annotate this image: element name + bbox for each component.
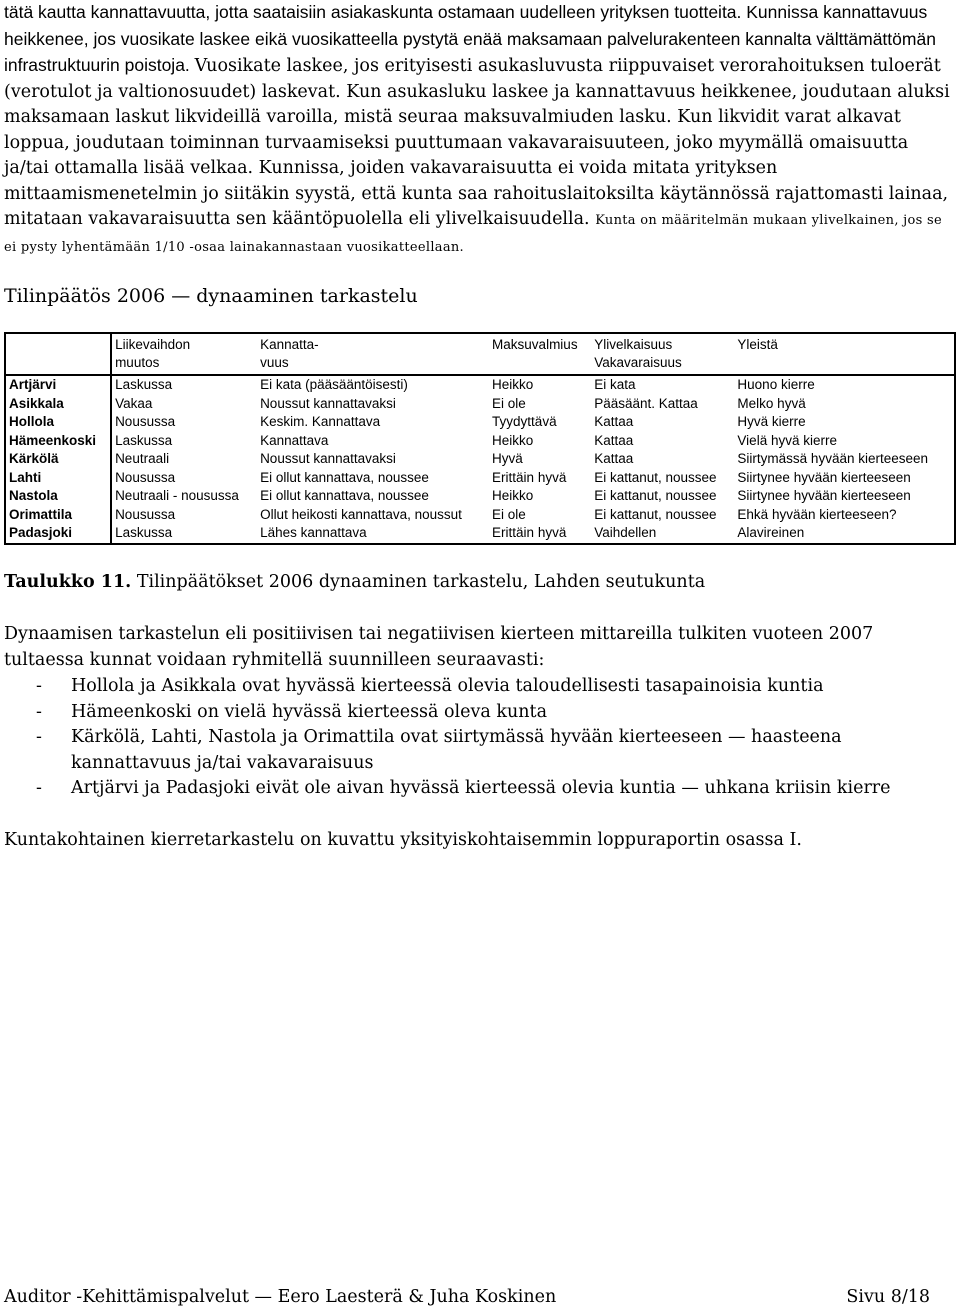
municipality-name-cell: Nastola [5,487,111,506]
list-dash: - [36,676,42,696]
table-cell: Neutraali [115,451,170,466]
table-cell: Ei ollut kannattava, noussee [260,488,429,503]
municipality-name-cell: Lahti [5,469,111,488]
municipality-name-cell: Orimattila [5,506,111,525]
list-item-text: Artjärvi ja Padasjoki eivät ole aivan hyvässä kierteessä olevia kuntia — uhkana kriisin kierre [71,778,891,798]
table-cell: Kattaa [594,451,634,466]
table-cell: Ei kata (pääsääntöisesti) [260,377,408,392]
municipality-name-cell: Hollola [5,413,111,432]
grouping-paragraph: Dynaamisen tarkastelun eli positiivisen tai negatiivisen kierteen mittareilla tulkiten vuoteen 2007 tultaessa kunnat voidaan ryhmitellä suunnilleen seuraavasti: [4,624,874,670]
list-dash: - [36,727,42,747]
table-cell: Ei ollut kannattava, noussee [260,469,429,485]
list-dash: - [36,778,42,798]
table-cell: Nousussa [115,414,176,429]
table-row [5,450,955,469]
table-cell: Neutraali - nousussa [115,488,239,503]
table-cell: Vielä hyvä kierre [737,432,837,448]
table-cell: Huono kierre [737,377,815,392]
table-cell: Kattaa [594,414,634,429]
municipality-name-cell: Kärkölä [5,450,111,469]
table-cell: Noussut kannattavaksi [260,451,396,466]
intro-paragraph-part1: tätä kautta kannattavuutta, jotta saataisiin asiakaskunta ostamaan uudelleen yrityksen tuotteita. Kunnissa kannattavuus heikkenee, jos vuosikate laskee eikä vuosikatteella pystytä enää maksamaan palvelurakenteen kannalta välttämättömän infrastruktuurin poistoja. [4,2,936,75]
table-cell: Erittäin hyvä [492,469,567,485]
section-title: Tilinpäätös 2006 — dynaaminen tarkastelu [4,285,418,307]
table-cell: Alavireinen [737,525,805,540]
intro-paragraph-part3: Kunta on määritelmän mukaan ylivelkainen, jos se ei pysty lyhentämään 1/10 -osaa lainakannastaan vuosikatteellaan. [4,213,943,255]
table-cell: Hyvä [492,451,523,466]
table-cell: Ei ole [492,395,526,411]
table-cell: Ei kattanut, noussee [594,506,717,522]
table-cell: Melko hyvä [737,395,806,411]
list-item-text: Hollola ja Asikkala ovat hyvässä kierteessä olevia taloudellisesti tasapainoisia kuntia [71,676,824,696]
table-cell: Ei kattanut, noussee [594,469,717,485]
financial-statements-table [4,332,956,545]
table-cell: Siirtynee hyvään kierteeseen [737,488,911,503]
table-cell: Laskussa [115,377,173,392]
list-item-text: Kärkölä, Lahti, Nastola ja Orimattila ovat siirtymässä hyvään kierteeseen — haasteena kannattavuus ja/tai vakavaraisuus [71,727,842,773]
table-cell: Nousussa [115,469,176,485]
footer-authors: Auditor -Kehittämispalvelut — Eero Laesterä & Juha Koskinen [4,1287,557,1307]
table-cell: Heikko [492,488,534,503]
municipality-name-cell: Asikkala [5,395,111,414]
intro-paragraph-part2: Vuosikate laskee, jos erityisesti asukasluvusta riippuvaiset verorahoituksen tuloerät (verotulot ja valtionosuudet) laskevat. Kun asukasluku laskee ja kannattavuus heikkenee, joudutaan aluksi maksamaan laskut likvideillä varoilla, mistä seuraa maksuvalmiuden lasku. Kun likvidit varat alkavat loppua, joudutaan toiminnan turvaamiseksi puuttumaan vakavaraisuuteen, joko myymällä omaisuutta ja/tai ottamalla lisää velkaa. Kunnissa, joiden vakavaraisuutta ei voida mitata yrityksen mittaamismenetelmin jo siitäkin syystä, että kunta saa rahoituslaitoksilta käytännössä rajattomasti lainaa, mitataan vakavaraisuutta sen kääntöpuolella eli ylivelkaisuudella. [4,56,950,229]
list-item [4,725,954,776]
municipality-group-list [4,674,954,802]
table-cell: Ollut heikosti kannattava, noussut [260,506,462,522]
table-row [5,395,955,414]
closing-paragraph: Kuntakohtainen kierretarkastelu on kuvattu yksityiskohtaisemmin loppuraportin osassa I. [4,830,802,850]
table-cell: Ei kata [594,377,636,392]
header-corner-cell [5,333,111,375]
page-footer [4,1285,956,1310]
column-header: Yleistä [734,333,955,375]
municipality-name-cell: Padasjoki [5,524,111,544]
column-header: Maksuvalmius [489,333,591,375]
table-cell: Siirtynee hyvään kierteeseen [737,469,911,485]
table-cell: Tyydyttävä [492,414,557,429]
table-cell: Keskim. Kannattava [260,414,381,429]
caption-label: Taulukko 11. [4,572,132,592]
table-row [5,413,955,432]
table-cell: Noussut kannattavaksi [260,395,396,411]
table-row [5,524,955,544]
table-cell: Laskussa [115,525,173,540]
page-number: Sivu 8/18 [846,1287,930,1307]
table-cell: Heikko [492,377,534,392]
column-header: Kannatta- vuus [257,333,489,375]
caption-text: Tilinpäätökset 2006 dynaaminen tarkastelu, Lahden seutukunta [131,572,706,592]
list-item [4,776,954,802]
table-cell: Ei kattanut, noussee [594,488,717,503]
table-cell: Kattaa [594,432,634,448]
list-item [4,700,954,726]
municipality-name-cell: Hämeenkoski [5,432,111,451]
table-cell: Ei ole [492,506,526,522]
list-dash: - [36,701,42,722]
table-cell: Ehkä hyvään kierteeseen? [737,506,897,522]
table-row [5,506,955,525]
table-cell: Pääsäänt. Kattaa [594,395,698,411]
table-cell: Siirtymässä hyvään kierteeseen [737,451,929,466]
table-body [5,375,955,544]
table-header-row [5,333,955,375]
table-row [5,432,955,451]
table-row [5,375,955,395]
column-header: Liikevaihdon muutos [111,333,257,375]
table-caption [4,569,705,595]
table-cell: Vakaa [115,395,153,411]
table-cell: Kannattava [260,432,329,448]
table-cell: Laskussa [115,432,173,448]
table-cell: Nousussa [115,506,176,522]
table-row [5,487,955,506]
table-row [5,469,955,488]
table-cell: Hyvä kierre [737,414,806,429]
intro-paragraph [4,0,954,260]
table-cell: Vaihdellen [594,525,657,540]
table-cell: Lähes kannattava [260,525,367,540]
column-header: Ylivelkaisuus Vakavaraisuus [591,333,734,375]
table-cell: Erittäin hyvä [492,525,567,540]
table-cell: Heikko [492,432,534,448]
list-item-text: Hämeenkoski on vielä hyvässä kierteessä oleva kunta [71,701,548,722]
municipality-name-cell: Artjärvi [5,375,111,395]
list-item [4,674,954,700]
